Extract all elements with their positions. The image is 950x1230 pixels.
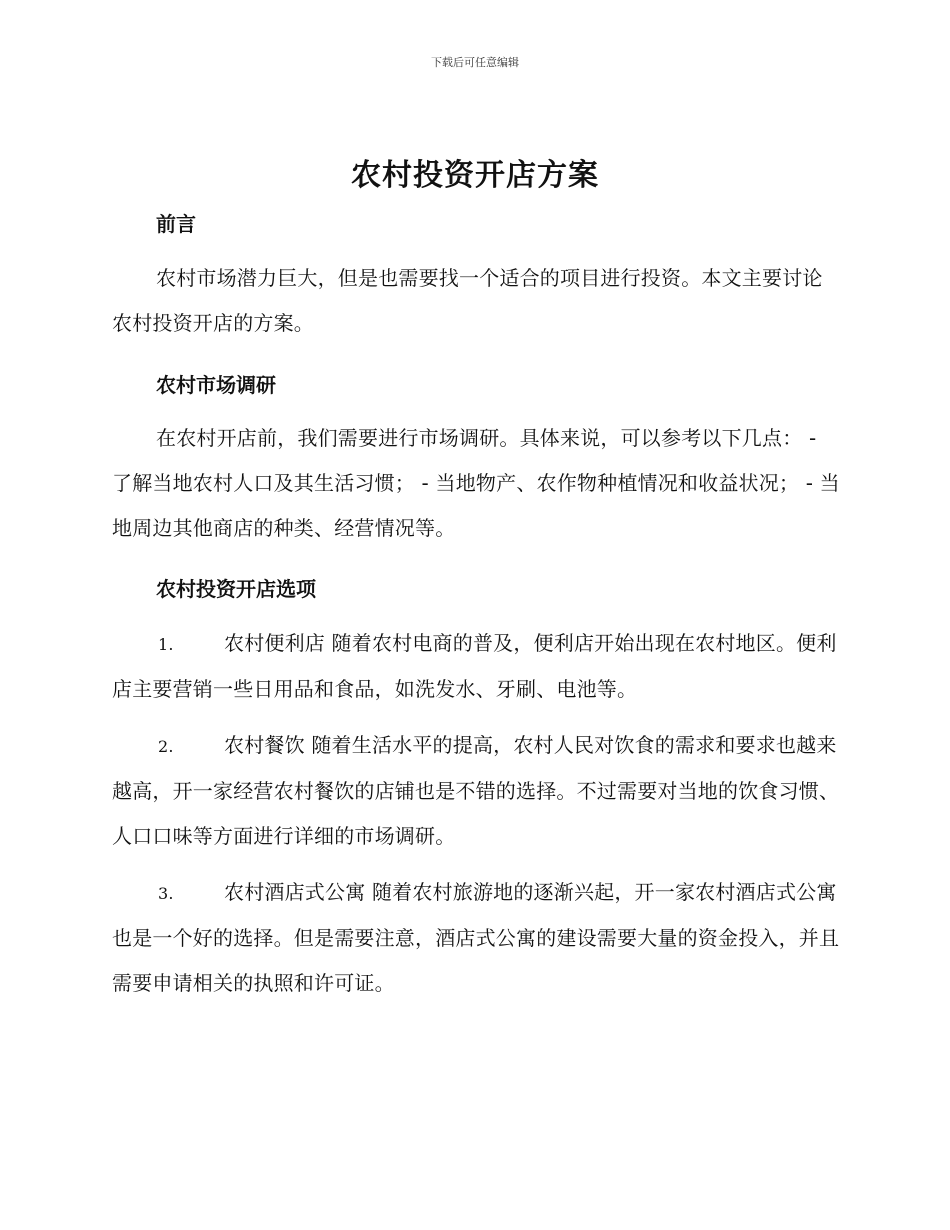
list-item-number: 1. <box>158 635 174 654</box>
list-item-text: 农村餐饮 随着生活水平的提高，农村人民对饮食的需求和要求也越来越高，开一家经营农村餐饮的店铺也是不错的选择。不过需要对当地的饮食习惯、人口口味等方面进行详细的市场调研。 <box>112 733 840 848</box>
list-item <box>112 723 840 859</box>
list-item-number: 3. <box>158 884 174 903</box>
section-heading-store-options: 农村投资开店选项 <box>156 577 316 601</box>
list-item-text: 农村酒店式公寓 随着农村旅游地的逐渐兴起，开一家农村酒店式公寓也是一个好的选择。但是需要注意，酒店式公寓的建设需要大量的资金投入，并且需要申请相关的执照和许可证。 <box>112 880 840 995</box>
paragraph-market-research: 在农村开店前，我们需要进行市场调研。具体来说，可以参考以下几点： - 了解当地农村人口及其生活习惯； - 当地物产、农作物种植情况和收益状况； - 当地周边其他商店的种类、经营情况等。 <box>112 426 840 540</box>
list-item <box>112 870 840 1006</box>
list-item-text: 农村便利店 随着农村电商的普及，便利店开始出现在农村地区。便利店主要营销一些日用品和食品，如洗发水、牙刷、电池等。 <box>112 631 837 701</box>
section-heading-preface: 前言 <box>156 212 196 236</box>
header-note: 下载后可任意编辑 <box>431 56 519 69</box>
list-item <box>112 621 840 712</box>
page-title: 农村投资开店方案 <box>351 158 599 193</box>
section-heading-market-research: 农村市场调研 <box>156 373 276 397</box>
list-item-number: 2. <box>158 737 174 756</box>
paragraph-preface: 农村市场潜力巨大，但是也需要找一个适合的项目进行投资。本文主要讨论农村投资开店的方案。 <box>112 266 823 335</box>
